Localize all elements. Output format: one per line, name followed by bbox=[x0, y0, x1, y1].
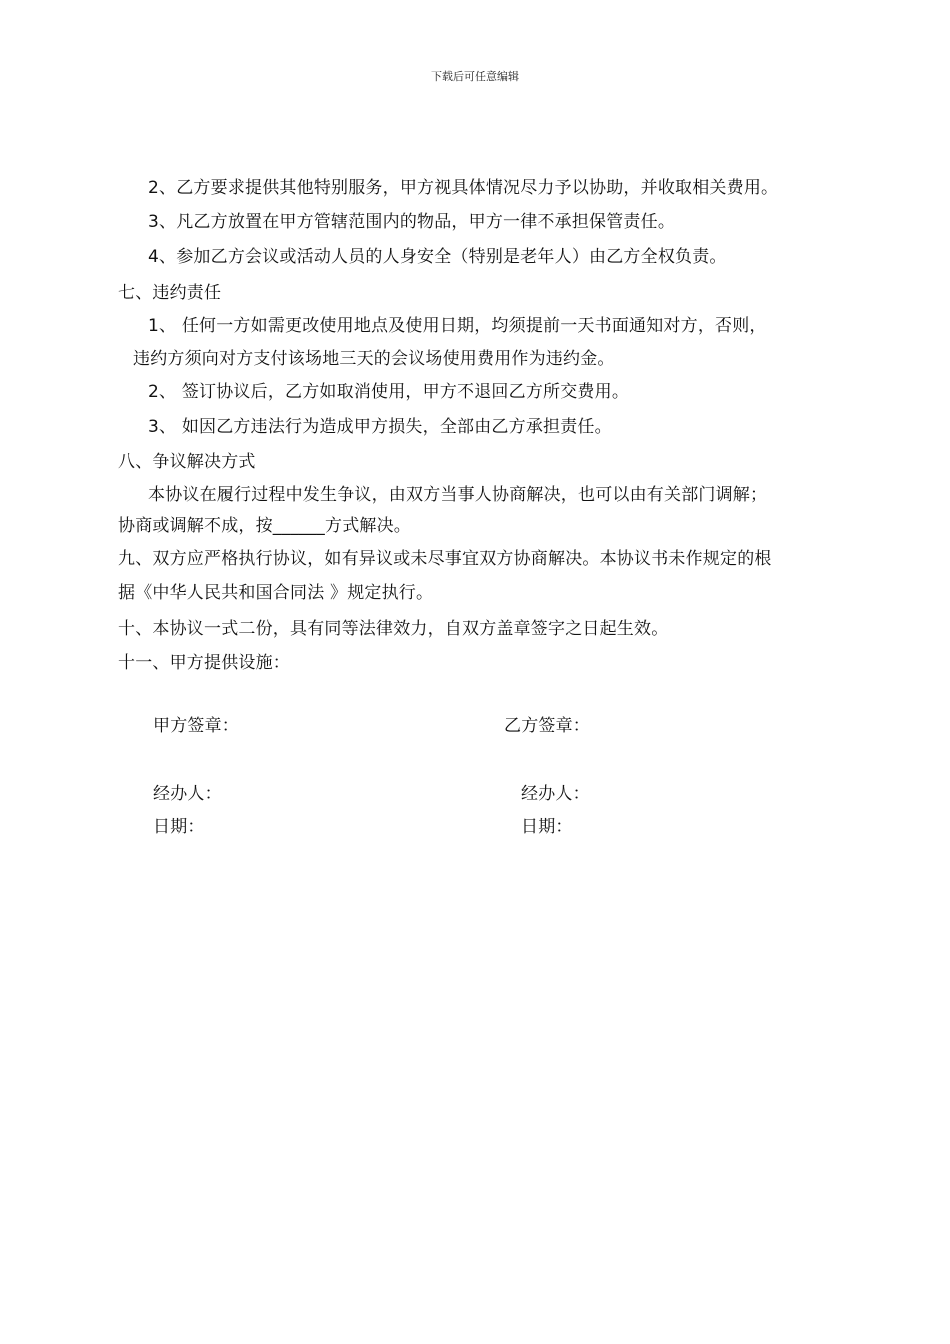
section-10: 十、本协议一式二份，具有同等法律效力，自双方盖章签字之日起生效。 bbox=[118, 619, 669, 639]
section-8-body-line-1: 本协议在履行过程中发生争议，由双方当事人协商解决，也可以由有关部门调解； bbox=[148, 485, 768, 505]
section-11: 十一、甲方提供设施： bbox=[118, 653, 290, 673]
party-b-seal-label: 乙方签章： bbox=[504, 716, 590, 736]
clause-6-item-2: 2、乙方要求提供其他特别服务，甲方视具体情况尽力予以协助，并收取相关费用。 bbox=[148, 178, 779, 198]
party-b-date-label: 日期： bbox=[521, 817, 573, 837]
header-note: 下载后可任意编辑 bbox=[431, 70, 519, 83]
clause-7-item-1-line-2: 违约方须向对方支付该场地三天的会议场使用费用作为违约金。 bbox=[133, 349, 615, 369]
section-8-body-line-2: 协商或调解不成，按______方式解决。 bbox=[118, 516, 411, 536]
party-b-agent-label: 经办人： bbox=[521, 784, 590, 804]
clause-7-item-2: 2、 签订协议后，乙方如取消使用，甲方不退回乙方所交费用。 bbox=[148, 382, 630, 402]
party-a-date-label: 日期： bbox=[153, 817, 205, 837]
party-a-seal-label: 甲方签章： bbox=[153, 716, 239, 736]
clause-6-item-4: 4、参加乙方会议或活动人员的人身安全（特别是老年人）由乙方全权负责。 bbox=[148, 247, 727, 267]
party-a-agent-label: 经办人： bbox=[153, 784, 222, 804]
clause-7-item-3: 3、 如因乙方违法行为造成甲方损失，全部由乙方承担责任。 bbox=[148, 417, 612, 437]
section-8-title: 八、争议解决方式 bbox=[118, 452, 256, 472]
clause-7-item-1-line-1: 1、 任何一方如需更改使用地点及使用日期，均须提前一天书面通知对方，否则， bbox=[148, 316, 767, 336]
section-9-line-2: 据《中华人民共和国合同法 》规定执行。 bbox=[118, 583, 434, 603]
section-7-title: 七、违约责任 bbox=[118, 283, 222, 303]
clause-6-item-3: 3、凡乙方放置在甲方管辖范围内的物品，甲方一律不承担保管责任。 bbox=[148, 212, 676, 232]
section-9-line-1: 九、双方应严格执行协议，如有异议或未尽事宜双方协商解决。本协议书未作规定的根 bbox=[118, 549, 772, 569]
